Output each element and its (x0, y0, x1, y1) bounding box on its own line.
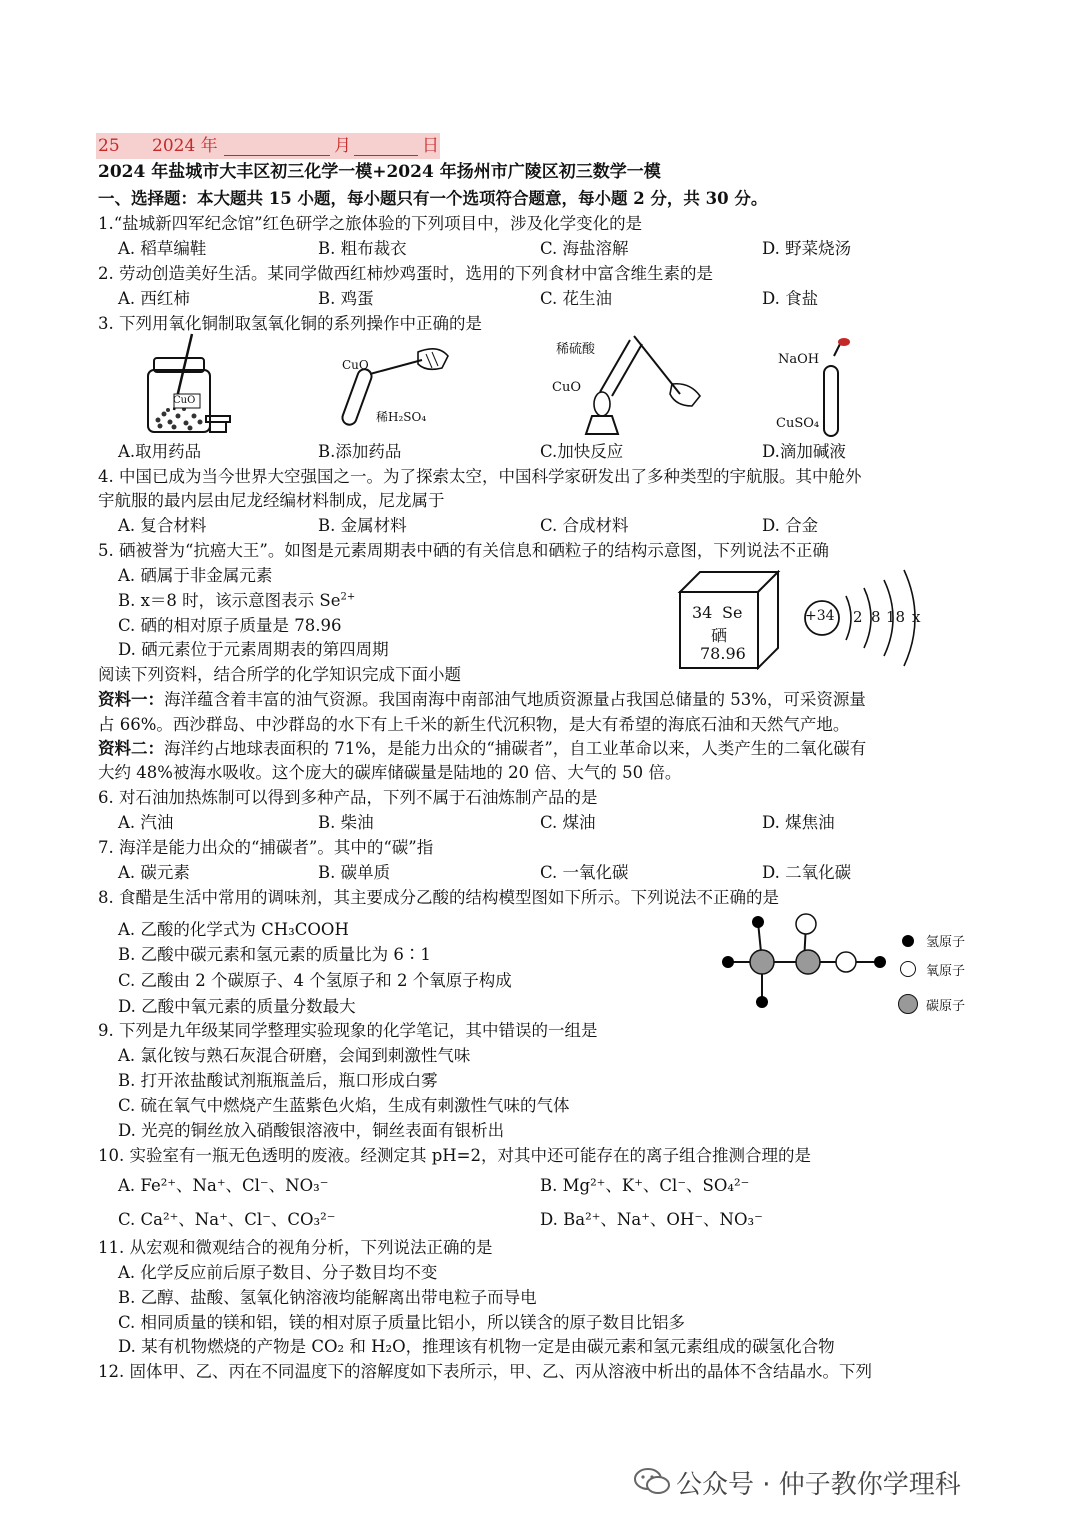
atom-nucleus: +34 (805, 608, 835, 624)
legend-hydrogen-label: 氢原子 (926, 935, 966, 950)
q7-stem: 7. 海洋是能力出众的“捕碳者”。其中的“碳”指 (98, 838, 434, 857)
q2-option-b: B. 鸡蛋 (318, 289, 374, 308)
acetic-acid-model (716, 908, 896, 1016)
section-heading: 一、选择题：本大题共 15 小题，每小题只有一个选项符合题意，每小题 2 分，共 30 分。 (98, 189, 768, 208)
q8-option-b: B. 乙酸中碳元素和氢元素的质量比为 6∶1 (118, 945, 431, 964)
legend-hydrogen-icon (902, 935, 914, 947)
month-label: 月 (334, 136, 351, 156)
tube-cuo-label: CuO (342, 358, 369, 372)
q4-option-d: D. 合金 (762, 516, 819, 535)
q9-option-d: D. 光亮的铜丝放入硝酸银溶液中，铜丝表面有银析出 (118, 1121, 505, 1140)
cell-name: 硒 (711, 626, 728, 645)
cell-mass: 78.96 (700, 644, 746, 663)
q5-stem: 5. 硒被誉为“抗癌大王”。如图是元素周期表中硒的有关信息和硒粒子的结构示意图，下列说法不正确 (98, 541, 829, 560)
q10-option-c: C. Ca²⁺、Na⁺、Cl⁻、CO₃²⁻ (118, 1210, 336, 1229)
q7-option-c: C. 一氧化碳 (540, 863, 629, 882)
atom-shell-1: 2 (853, 608, 863, 626)
day-blank (354, 155, 418, 156)
q4-stem-line1: 4. 中国已成为当今世界大空强国之一。为了探索太空，中国科学家研发出了多种类型的宇航服。其中舱外 (98, 467, 862, 486)
q10-option-b: B. Mg²⁺、K⁺、Cl⁻、SO₄²⁻ (540, 1176, 750, 1195)
wechat-icon (633, 1466, 671, 1496)
q2-option-c: C. 花生油 (540, 289, 613, 308)
cell-symbol: Se (722, 603, 743, 622)
q12-stem: 12. 固体甲、乙、丙在不同温度下的溶解度如下表所示，甲、乙、丙从溶液中析出的晶体不含结晶水。下列 (98, 1362, 872, 1381)
q1-stem: 1.“盐城新四军纪念馆”红色研学之旅体验的下列项目中，涉及化学变化的是 (98, 214, 643, 233)
q1-option-d: D. 野菜烧汤 (762, 239, 852, 258)
q5-option-d: D. 硒元素位于元素周期表的第四周期 (118, 640, 389, 659)
date-header (96, 133, 440, 159)
page-number: 25 (98, 136, 120, 156)
q3-stem: 3. 下列用氧化铜制取氢氧化铜的系列操作中正确的是 (98, 314, 482, 333)
q8-option-a: A. 乙酸的化学式为 CH₃COOH (118, 920, 349, 939)
day-label: 日 (422, 136, 439, 156)
material-1-label: 资料一： (98, 690, 164, 709)
material-1-line2: 占 66%。西沙群岛、中沙群岛的水下有上千米的新生代沉积物，是大有希望的海底石油和天然气产地。 (98, 715, 850, 734)
q10-option-d: D. Ba²⁺、Na⁺、OH⁻、NO₃⁻ (540, 1210, 763, 1229)
dropper-cuso4-label: CuSO₄ (776, 416, 820, 431)
q10-option-a: A. Fe²⁺、Na⁺、Cl⁻、NO₃⁻ (118, 1176, 329, 1195)
q11-option-b: B. 乙醇、盐酸、氢氧化钠溶液均能解离出带电粒子而导电 (118, 1288, 537, 1307)
q6-option-c: C. 煤油 (540, 813, 596, 832)
material-2-line2: 大约 48%被海水吸收。这个庞大的碳库储碳量是陆地的 20 倍、大气的 50 倍。 (98, 763, 682, 782)
q7-option-b: B. 碳单质 (318, 863, 391, 882)
q1-option-c: C. 海盐溶解 (540, 239, 629, 258)
watermark-text: 公众号 · 仲子教你学理科 (676, 1470, 961, 1500)
q8-option-c: C. 乙酸由 2 个碳原子、4 个氢原子和 2 个氧原子构成 (118, 971, 512, 990)
q7-option-d: D. 二氧化碳 (762, 863, 852, 882)
q2-option-a: A. 西红柿 (118, 289, 190, 308)
q3-caption-d: D.滴加碱液 (762, 442, 846, 461)
legend-carbon-label: 碳原子 (926, 999, 966, 1014)
year-label: 2024 年 (152, 136, 218, 156)
q1-option-a: A. 稻草编鞋 (118, 239, 207, 258)
q6-option-b: B. 柴油 (318, 813, 374, 832)
legend-oxygen-label: 氧原子 (926, 964, 966, 979)
reading-intro: 阅读下列资料，结合所学的化学知识完成下面小题 (98, 665, 461, 684)
q4-stem-line2: 宇航服的最内层由尼龙经编材料制成，尼龙属于 (98, 491, 445, 510)
q6-option-d: D. 煤焦油 (762, 813, 835, 832)
heating-acid-label: 稀硫酸 (556, 342, 596, 357)
jar-figure (140, 330, 240, 436)
q5-option-c: C. 硒的相对原子质量是 78.96 (118, 616, 342, 635)
q8-stem: 8. 食醋是生活中常用的调味剂，其主要成分乙酸的结构模型图如下所示。下列说法不正确的是 (98, 888, 779, 907)
q7-option-a: A. 碳元素 (118, 863, 190, 882)
q11-option-d: D. 某有机物燃烧的产物是 CO₂ 和 H₂O，推理该有机物一定是由碳元素和氢元素组成的碳氢化合物 (118, 1337, 835, 1356)
dropper-naoh-label: NaOH (778, 352, 820, 367)
material-1-line1 (98, 688, 866, 712)
q4-option-c: C. 合成材料 (540, 516, 629, 535)
legend-oxygen-icon (900, 961, 916, 977)
cell-number: 34 (692, 603, 713, 622)
q11-option-c: C. 相同质量的镁和铝，镁的相对原子质量比铝小，所以镁含的原子数目比铝多 (118, 1313, 686, 1332)
q6-option-a: A. 汽油 (118, 813, 174, 832)
atom-shell-3: 18 (886, 608, 906, 626)
q3-caption-c: C.加快反应 (540, 442, 624, 461)
q9-option-a: A. 氯化铵与熟石灰混合研磨，会闻到刺激性气味 (118, 1046, 471, 1065)
heating-cuo-label: CuO (552, 380, 581, 395)
page-title: 2024 年盐城市大丰区初三化学一模+2024 年扬州市广陵区初三数学一模 (98, 162, 661, 182)
tube-acid-label: 稀H₂SO₄ (376, 410, 427, 424)
q9-option-b: B. 打开浓盐酸试剂瓶瓶盖后，瓶口形成白雾 (118, 1071, 438, 1090)
q8-option-d: D. 乙酸中氧元素的质量分数最大 (118, 997, 356, 1016)
q1-option-b: B. 粗布裁衣 (318, 239, 407, 258)
q5-option-a: A. 硒属于非金属元素 (118, 566, 273, 585)
q2-option-d: D. 食盐 (762, 289, 819, 308)
material-1-text1: 海洋蕴含着丰富的油气资源。我国南海中南部油气地质资源量占我国总储量的 53%，可采资源量 (164, 690, 866, 709)
q10-stem: 10. 实验室有一瓶无色透明的废液。经测定其 pH=2，对其中还可能存在的离子组合推测合理的是 (98, 1146, 812, 1165)
q4-option-a: A. 复合材料 (118, 516, 207, 535)
jar-cuo-label: CuO (173, 395, 196, 406)
material-2-label: 资料二： (98, 739, 164, 758)
atom-shell-4: x (912, 608, 921, 626)
material-2-text1: 海洋约占地球表面积的 71%，是能力出众的“捕碳者”，自工业革命以来，人类产生的二氧化碳有 (164, 739, 867, 758)
material-2-line1 (98, 737, 866, 761)
q11-stem: 11. 从宏观和微观结合的视角分析，下列说法正确的是 (98, 1238, 493, 1257)
month-blank (224, 155, 330, 156)
q3-caption-b: B.添加药品 (318, 442, 402, 461)
q5-option-b-text: B. x＝8 时，该示意图表示 Se (118, 591, 341, 610)
q5-option-b (118, 589, 355, 613)
q11-option-a: A. 化学反应前后原子数目、分子数目均不变 (118, 1263, 438, 1282)
q9-option-c: C. 硫在氧气中燃烧产生蓝紫色火焰，生成有刺激性气味的气体 (118, 1096, 570, 1115)
q4-option-b: B. 金属材料 (318, 516, 407, 535)
q2-stem: 2. 劳动创造美好生活。某同学做西红柿炒鸡蛋时，选用的下列食材中富含维生素的是 (98, 264, 713, 283)
q6-stem: 6. 对石油加热炼制可以得到多种产品，下列不属于石油炼制产品的是 (98, 788, 598, 807)
legend-carbon-icon (898, 994, 918, 1014)
q5-option-b-charge: 2+ (340, 591, 356, 603)
q9-stem: 9. 下列是九年级某同学整理实验现象的化学笔记，其中错误的一组是 (98, 1021, 598, 1040)
atom-shell-2: 8 (871, 608, 881, 626)
q3-caption-a: A.取用药品 (118, 442, 202, 461)
